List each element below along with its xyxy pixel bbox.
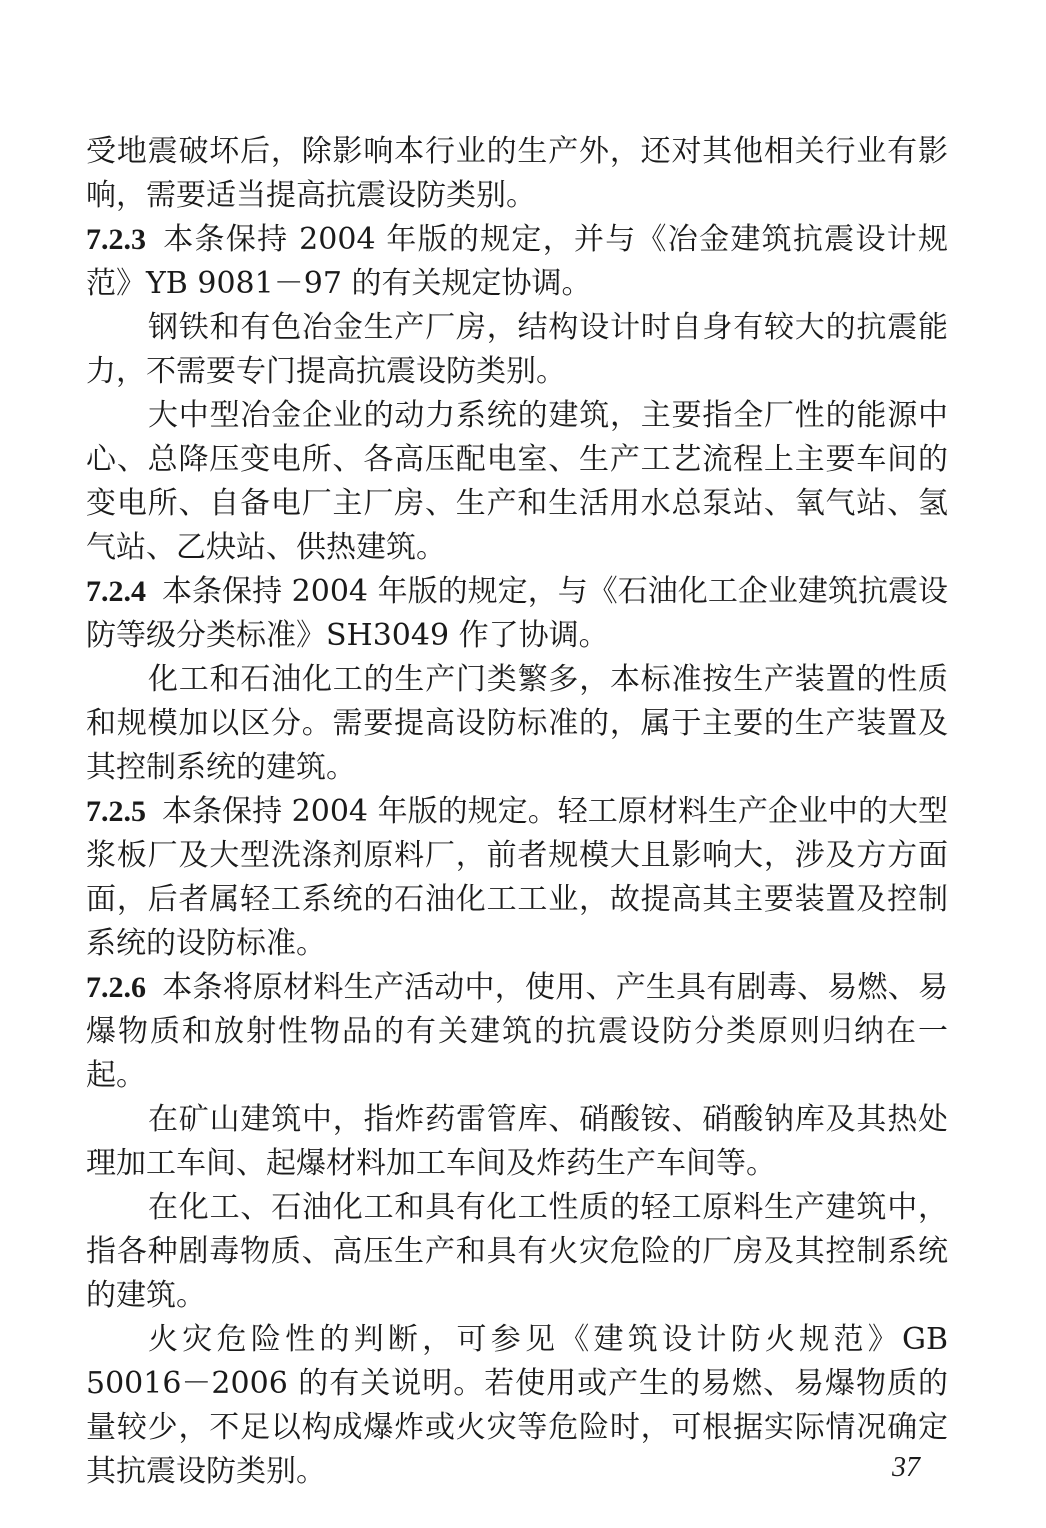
clause-number: 7.2.6 <box>86 971 146 1004</box>
clause-7-2-4 <box>86 570 948 658</box>
clause-text: 本条将原材料生产活动中，使用、产生具有剧毒、易燃、易爆物质和放射性物品的有关建筑的抗震设防分类原则归纳在一起。 <box>86 970 948 1093</box>
intro-paragraph: 受地震破坏后，除影响本行业的生产外，还对其他相关行业有影响，需要适当提高抗震设防类别。 <box>86 134 948 213</box>
clause-number: 7.2.5 <box>86 795 146 828</box>
paragraph: 在化工、石油化工和具有化工性质的轻工原料生产建筑中，指各种剧毒物质、高压生产和具有火灾危险的厂房及其控制系统的建筑。 <box>86 1190 948 1313</box>
page-number: 37 <box>892 1452 920 1483</box>
paragraph: 化工和石油化工的生产门类繁多，本标准按生产装置的性质和规模加以区分。需要提高设防标准的，属于主要的生产装置及其控制系统的建筑。 <box>86 662 948 785</box>
body-text <box>86 130 948 1494</box>
clause-7-2-5 <box>86 790 948 966</box>
clause-text: 本条保持 2004 年版的规定，并与《冶金建筑抗震设计规范》YB 9081－97 的有关规定协调。 <box>86 222 948 301</box>
paragraph: 大中型冶金企业的动力系统的建筑，主要指全厂性的能源中心、总降压变电所、各高压配电室、生产工艺流程上主要车间的变电所、自备电厂主厂房、生产和生活用水总泵站、氧气站、氢气站、乙炔站、供热建筑。 <box>86 398 948 565</box>
clause-text: 本条保持 2004 年版的规定，与《石油化工企业建筑抗震设防等级分类标准》SH3049 作了协调。 <box>86 574 948 653</box>
clause-number: 7.2.3 <box>86 223 146 256</box>
clause-number: 7.2.4 <box>86 575 146 608</box>
clause-text: 本条保持 2004 年版的规定。轻工原材料生产企业中的大型浆板厂及大型洗涤剂原料厂，前者规模大且影响大，涉及方方面面，后者属轻工系统的石油化工工业，故提高其主要装置及控制系统的设防标准。 <box>86 794 948 961</box>
paragraph: 钢铁和有色冶金生产厂房，结构设计时自身有较大的抗震能力，不需要专门提高抗震设防类别。 <box>86 310 948 389</box>
paragraph: 在矿山建筑中，指炸药雷管库、硝酸铵、硝酸钠库及其热处理加工车间、起爆材料加工车间及炸药生产车间等。 <box>86 1102 948 1181</box>
paragraph: 火灾危险性的判断，可参见《建筑设计防火规范》GB 50016－2006 的有关说明。若使用或产生的易燃、易爆物质的量较少，不足以构成爆炸或火灾等危险时，可根据实际情况确定其抗震设防类别。 <box>86 1322 948 1489</box>
clause-7-2-6 <box>86 966 948 1098</box>
clause-7-2-3 <box>86 218 948 306</box>
